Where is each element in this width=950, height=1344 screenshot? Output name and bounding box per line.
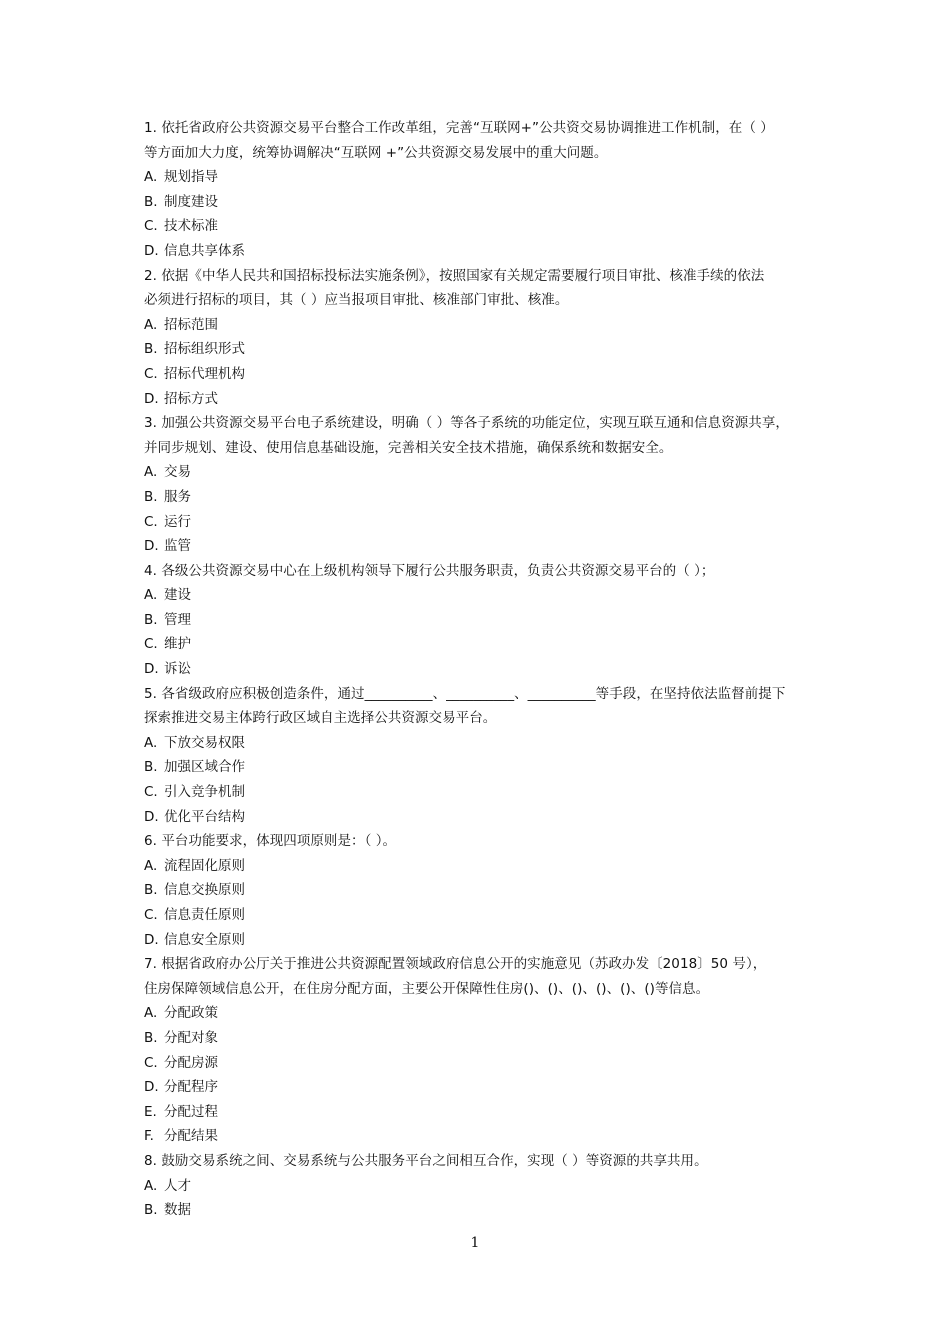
option-text: 分配程序 [164, 1079, 218, 1096]
option-a [144, 731, 816, 756]
option-letter: C. [144, 636, 158, 653]
option-text: 分配房源 [164, 1054, 218, 1071]
option-text: 技术标准 [164, 218, 218, 235]
option-letter: D. [144, 242, 159, 259]
option-text: 分配政策 [164, 1005, 218, 1022]
question-list [144, 116, 816, 1223]
option-a [144, 1001, 816, 1026]
question-5 [144, 682, 816, 830]
option-text: 信息责任原则 [164, 907, 245, 923]
option-letter: D. [144, 538, 159, 555]
option-letter: B. [144, 759, 158, 776]
option-text: 加强区域合作 [164, 759, 245, 776]
option-c [144, 903, 816, 928]
option-text: 规划指导 [164, 169, 218, 186]
option-text: 分配过程 [164, 1103, 218, 1120]
option-text: 招标方式 [164, 390, 218, 407]
option-letter: A. [144, 587, 158, 604]
option-text: 运行 [164, 513, 191, 530]
question-7 [144, 952, 816, 1149]
option-a [144, 854, 816, 879]
option-letter: B. [144, 341, 158, 358]
option-text: 监管 [164, 538, 191, 555]
option-a [144, 460, 816, 485]
option-b [144, 190, 816, 215]
option-letter: D. [144, 808, 159, 825]
question-3 [144, 411, 816, 559]
option-text: 交易 [164, 464, 191, 481]
option-letter: E. [144, 1103, 157, 1120]
option-letter: B. [144, 1029, 158, 1046]
option-d [144, 805, 816, 830]
option-b [144, 1198, 816, 1223]
question-text-line: 4. 各级公共资源交易中心在上级机构领导下履行公共服务职责，负责公共资源交易平台的（ ）； [144, 562, 715, 579]
option-f [144, 1124, 816, 1149]
option-letter: D. [144, 390, 159, 407]
question-text-line: 住房保障领域信息公开，在住房分配方面，主要公开保障性住房()、()、()、()、()、()等信息。 [144, 980, 710, 997]
question-4 [144, 559, 816, 682]
option-a [144, 1174, 816, 1199]
option-b [144, 608, 816, 633]
option-letter: F. [144, 1128, 154, 1145]
option-d [144, 387, 816, 412]
question-8 [144, 1149, 816, 1223]
option-text: 引入竞争机制 [164, 784, 245, 801]
option-d [144, 534, 816, 559]
option-text: 维护 [164, 636, 191, 653]
option-letter: A. [144, 1177, 158, 1194]
option-text: 建设 [164, 587, 191, 604]
page-number: 1 [470, 1235, 480, 1251]
option-text: 诉讼 [164, 661, 191, 678]
option-d [144, 1075, 816, 1100]
option-letter: D. [144, 661, 159, 678]
option-c [144, 510, 816, 535]
option-letter: B. [144, 488, 158, 505]
option-letter: A. [144, 169, 158, 186]
question-text-line: 5. 各省级政府应积极创造条件，通过__________、__________、__________等手段，在坚持依法监督前提下 [144, 685, 786, 702]
option-text: 信息共享体系 [164, 242, 245, 259]
option-text: 人才 [164, 1177, 191, 1194]
option-text: 招标范围 [164, 316, 218, 333]
option-c [144, 632, 816, 657]
option-a [144, 583, 816, 608]
option-text: 招标组织形式 [164, 341, 245, 358]
question-text-line: 7. 根据省政府办公厅关于推进公共资源配置领域政府信息公开的实施意见（苏政办发〔2018〕50 号）， [144, 956, 767, 973]
option-letter: A. [144, 857, 158, 874]
option-d [144, 657, 816, 682]
option-letter: D. [144, 931, 159, 948]
option-letter: A. [144, 316, 158, 333]
option-letter: B. [144, 611, 158, 628]
option-letter: A. [144, 464, 158, 481]
question-text-line: 8. 鼓励交易系统之间、交易系统与公共服务平台之间相互合作，实现（ ）等资源的共享共用。 [144, 1152, 708, 1169]
option-letter: B. [144, 193, 158, 210]
option-letter: B. [144, 882, 158, 899]
question-text-line: 必须进行招标的项目，其（ ）应当报项目审批、核准部门审批、核准。 [144, 292, 569, 309]
option-b [144, 485, 816, 510]
question-text-line: 探索推进交易主体跨行政区域自主选择公共资源交易平台。 [144, 710, 497, 727]
option-letter: C. [144, 907, 158, 923]
option-d [144, 239, 816, 264]
question-text-line: 并同步规划、建设、使用信息基础设施，完善相关安全技术措施，确保系统和数据安全。 [144, 439, 673, 456]
option-b [144, 878, 816, 903]
option-letter: C. [144, 784, 158, 801]
option-letter: A. [144, 734, 158, 751]
option-letter: C. [144, 1054, 158, 1071]
option-text: 下放交易权限 [164, 734, 245, 751]
option-text: 信息交换原则 [164, 882, 245, 899]
option-text: 数据 [164, 1202, 191, 1219]
question-text-line: 1. 依托省政府公共资源交易平台整合工作改革组，完善“互联网+”公共资交易协调推进工作机制，在（ ） [144, 120, 774, 136]
option-c [144, 780, 816, 805]
option-e [144, 1100, 816, 1125]
option-letter: C. [144, 218, 158, 235]
option-b [144, 755, 816, 780]
option-letter: B. [144, 1202, 158, 1219]
option-letter: D. [144, 1079, 159, 1096]
question-text-line: 等方面加大力度，统筹协调解决“互联网 +”公共资源交易发展中的重大问题。 [144, 144, 608, 161]
option-d [144, 928, 816, 953]
option-text: 制度建设 [164, 193, 218, 210]
option-text: 优化平台结构 [164, 808, 245, 825]
option-c [144, 1051, 816, 1076]
question-text-line: 3. 加强公共资源交易平台电子系统建设，明确（ ）等各子系统的功能定位，实现互联互通和信息资源共享， [144, 415, 789, 432]
option-text: 分配结果 [164, 1128, 218, 1145]
question-1 [144, 116, 816, 264]
option-text: 分配对象 [164, 1029, 218, 1046]
option-text: 招标代理机构 [164, 365, 245, 382]
option-letter: A. [144, 1005, 158, 1022]
question-2 [144, 264, 816, 412]
question-text-line: 2. 依据《中华人民共和国招标投标法实施条例》，按照国家有关规定需要履行项目审批、核准手续的依法 [144, 267, 765, 284]
option-text: 服务 [164, 488, 191, 505]
option-a [144, 313, 816, 338]
option-c [144, 362, 816, 387]
option-letter: C. [144, 513, 158, 530]
option-b [144, 1026, 816, 1051]
option-letter: C. [144, 365, 158, 382]
question-6 [144, 829, 816, 952]
option-text: 信息安全原则 [164, 931, 245, 948]
option-a [144, 165, 816, 190]
option-text: 管理 [164, 611, 191, 628]
option-text: 流程固化原则 [164, 857, 245, 874]
option-c [144, 214, 816, 239]
question-text-line: 6. 平台功能要求，体现四项原则是：（ ）。 [144, 833, 397, 850]
option-b [144, 337, 816, 362]
